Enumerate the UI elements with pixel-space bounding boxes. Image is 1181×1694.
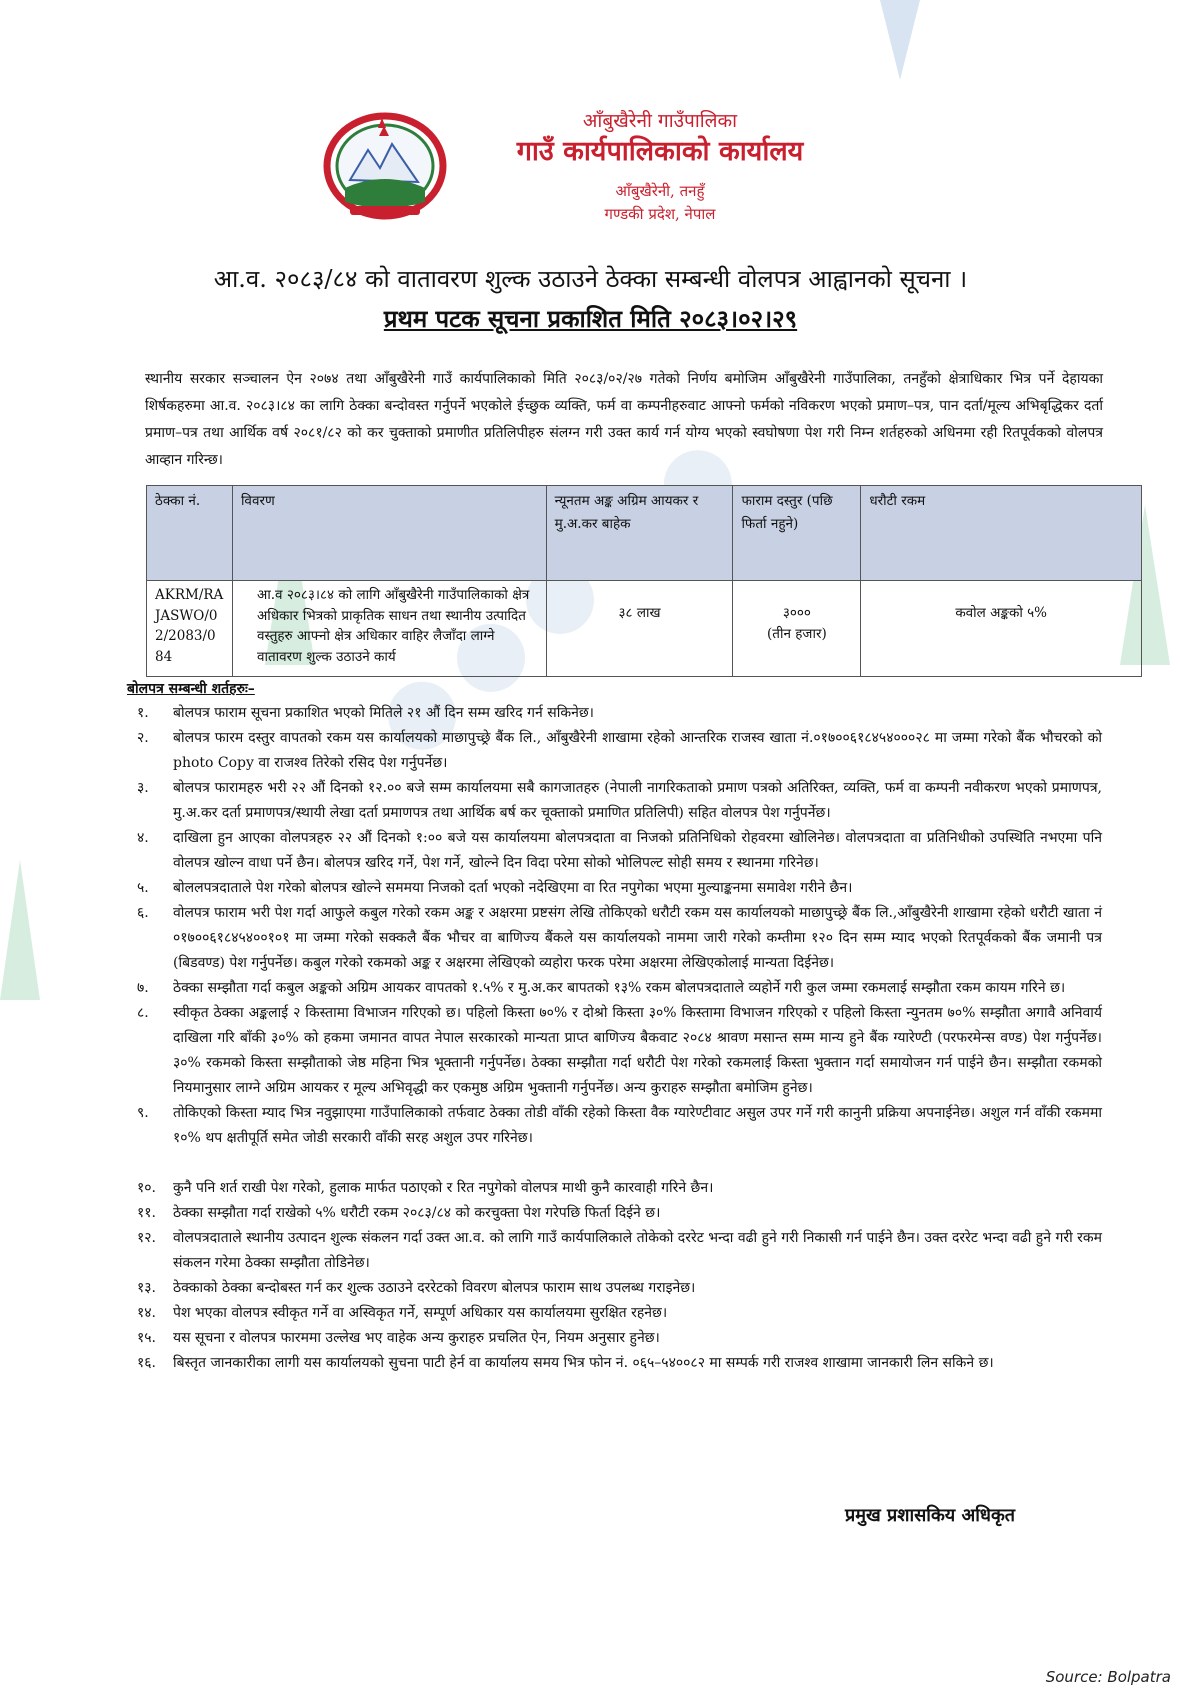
table-header-row bbox=[147, 486, 1142, 581]
nepal-emblem-icon bbox=[320, 110, 450, 220]
cell-description: आ.व २०८३।८४ को लागि आँबुखैरेनी गाउँपालिकाको क्षेत्र अधिकार भित्रको प्राकृतिक साधन तथा स्थानीय उत्पादित वस्तुहरु आफ्नो क्षेत्र अधिकार वाहिर लैजाँदा लाग्ने वातावरण शुल्क उठाउने कार्य bbox=[232, 581, 546, 677]
province-name: गण्डकी प्रदेश, नेपाल bbox=[604, 205, 716, 223]
list-item bbox=[127, 1176, 1102, 1201]
conditions-list bbox=[127, 701, 1102, 1376]
condition-text: ठेक्काको ठेक्का बन्दोबस्त गर्न कर शुल्क उठाउने दररेटको विवरण बोलपत्र फाराम साथ उपलब्ध गराइनेछ। bbox=[173, 1280, 696, 1296]
office-name: गाउँ कार्यपालिकाको कार्यालय bbox=[516, 136, 804, 167]
condition-text: कुनै पनि शर्त राखी पेश गरेको, हुलाक मार्फत पठाएको र रित नपुगेको वोलपत्र माथी कुनै कारवाही गरिने छैन। bbox=[173, 1180, 714, 1196]
list-item bbox=[127, 1276, 1102, 1301]
condition-text: स्वीकृत ठेक्का अङ्कलाई २ किस्तामा विभाजन गरिएको छ। पहिलो किस्ता ७०% र दोश्रो किस्ता ३०% किस्तामा विभाजन गरिएको र पहिलो किस्ता न्युनतम ७०% सम्झौता अगावै अनिवार्य दाखिला गरि बाँकी ३०% को हकमा जमानत वापत नेपाल सरकारको मान्यता प्राप्त बाणिज्य बैकवाट २०८४ श्रावण मसान्त सम्म मान्य हुने बैंक ग्यारेण्टी (परफरमेन्स वण्ड) पेश गर्नुपर्नेछ। ३०% रकमको किस्ता सम्झौताको जेष्ठ महिना भित्र भूक्तानी गर्नुपर्नेछ। ठेक्का सम्झौता गर्दा धरौटी पेश गरेको रकमलाई किस्ता भुक्तान गर्दा समायोजन गर्न पाईने छैन। सम्झौता रकमको नियमानुसार लाग्ने अग्रिम आयकर र मूल्य अभिवृद्धी कर एकमुष्ठ अग्रिम भुक्तानी गर्नुपर्नेछ। अन्य कुराहरु सम्झौता बमोजिम हुनेछ। bbox=[173, 1005, 1102, 1096]
condition-number: ६. bbox=[137, 905, 149, 921]
list-item bbox=[127, 1226, 1102, 1276]
form-fee-amount: ३००० bbox=[782, 605, 811, 621]
condition-text: वोलपत्रदाताले स्थानीय उत्पादन शुल्क संकलन गर्दा उक्त आ.व. को लागि गाउँ कार्यपालिकाले तोकेको दररेट भन्दा वढी हुने गरी निकासी गर्न पाईने छैन। उक्त दररेट भन्दा वढी हुने गरी रकम संकलन गरेमा ठेक्का सम्झौता तोडिनेछ। bbox=[173, 1230, 1102, 1271]
condition-number: १०. bbox=[137, 1180, 157, 1196]
condition-number: ५. bbox=[137, 880, 149, 896]
notice-title: आ.व. २०८३/८४ को वातावरण शुल्क उठाउने ठेक्का सम्बन्धी वोलपत्र आह्वानको सूचना । bbox=[213, 265, 968, 293]
signatory-title: प्रमुख प्रशासकिय अधिकृत bbox=[845, 1505, 1016, 1526]
condition-text: तोकिएको किस्ता म्याद भित्र नवुझाएमा गाउँपालिकाको तर्फवाट ठेक्का तोडी वाँकी रहेको किस्ता वैक ग्यारेण्टीवाट असुल उपर गर्ने गरी कानुनी प्रक्रिया अपनाईनेछ। अशुल गर्न वाँकी रकममा १०% थप क्षतीपूर्ति समेत जोडी सरकारी वाँकी सरह अशुल उपर गरिनेछ। bbox=[173, 1105, 1102, 1146]
col-header-description: विवरण bbox=[232, 486, 546, 581]
condition-number: २. bbox=[137, 730, 149, 746]
municipality-name: आँबुखैरेनी गाउँपालिका bbox=[582, 110, 738, 132]
list-item bbox=[127, 1001, 1102, 1101]
condition-number: १२. bbox=[137, 1230, 157, 1246]
conditions-heading: बोलपत्र सम्बन्धी शर्तहरुः– bbox=[127, 681, 255, 697]
condition-number: १५. bbox=[137, 1330, 157, 1346]
spacer bbox=[127, 1151, 1102, 1176]
condition-text: बोलपत्र फाराम सूचना प्रकाशित भएको मितिले २१ औं दिन सम्म खरिद गर्न सकिनेछ। bbox=[173, 705, 594, 721]
intro-paragraph: स्थानीय सरकार सञ्चालन ऐन २०७४ तथा आँबुखैरेनी गाउँ कार्यपालिकाको मिति २०८३/०२/२७ गतेको निर्णय बमोजिम आँबुखैरेनी गाउँपालिका, तनहुँको क्षेत्राधिकार भित्र पर्ने देहायका शिर्षकहरुमा आ.व. २०८३।८४ का लागि ठेक्का बन्दोवस्त गर्नुपर्ने भएकोले ईच्छुक व्यक्ति, फर्म वा कम्पनीहरुवाट आफ्नो फर्मको नविकरण भएको प्रमाण–पत्र, पान दर्ता/मूल्य अभिबृद्धिकर दर्ता प्रमाण–पत्र तथा आर्थिक वर्ष २०८१/८२ को कर चुक्ताको प्रमाणीत प्रतिलिपीहरु संलग्न गरी उक्त कार्य गर्न योग्य भएको स्वघोषणा पेश गरी निम्न शर्तहरुको अधिनमा रही रितपूर्वकको वोलपत्र आव्हान गरिन्छ। bbox=[145, 371, 1103, 468]
condition-text: वोलपत्र फाराम भरी पेश गर्दा आफुले कबुल गरेको रकम अङ्क र अक्षरमा प्रष्टसंग लेखि तोकिएको धरौटी रकम यस कार्यालयको माछापुच्छ्रे बैंक लि.,आँबुखैरेनी शाखामा रहेको धरौटी खाता नं ०१७००६१८४५४००१०१ मा जम्मा गरेको सक्कलै बैंक भौचर वा बाणिज्य बैंकले यस कार्यालयको नाममा जारी गरेको कम्तीमा १२० दिन सम्म म्याद भएको रितपूर्वकको बैंक जमानी पत्र (बिडवण्ड) पेश गर्नुपर्नेछ। कबुल गरेको रकमको अङ्क र अक्षरमा लेखिएको व्यहोरा फरक परेमा अक्षरमा लेखिएकोलाई मान्यता दिईनेछ। bbox=[173, 905, 1102, 971]
watermark-arrow-icon bbox=[0, 860, 40, 1000]
list-item bbox=[127, 1301, 1102, 1326]
watermark-arrow-icon bbox=[880, 0, 920, 80]
col-header-min-amount: न्यूनतम अङ्क अग्रिम आयकर र मु.अ.कर बाहेक bbox=[546, 486, 733, 581]
condition-number: ८. bbox=[137, 1005, 149, 1021]
condition-text: पेश भएका वोलपत्र स्वीकृत गर्ने वा अस्विकृत गर्ने, सम्पूर्ण अधिकार यस कार्यालयमा सुरक्षित रहनेछ। bbox=[173, 1305, 668, 1321]
condition-number: ७. bbox=[137, 980, 149, 996]
condition-text: बोललपत्रदाताले पेश गरेको बोलपत्र खोल्ने सममया निजको दर्ता भएको नदेखिएमा वा रित नपुगेका भएमा मुल्याङ्कनमा समावेश गरीने छैन। bbox=[173, 880, 853, 896]
condition-number: ४. bbox=[137, 830, 149, 846]
list-item bbox=[127, 876, 1102, 901]
condition-number: १६. bbox=[137, 1355, 157, 1371]
list-item bbox=[127, 1201, 1102, 1226]
list-item bbox=[127, 1351, 1102, 1376]
office-location: आँबुखैरेनी, तनहुँ bbox=[615, 182, 705, 200]
condition-text: बोलपत्र फारम दस्तुर वापतको रकम यस कार्यालयको माछापुच्छ्रे बैंक लि., आँबुखैरेनी शाखामा रहेको आन्तरिक राजस्व खाता नं.०१७००६१८४५४०००२८ मा जम्मा गरेको बैंक भौचरको को photo Copy वा राजश्व तिरेको रसिद पेश गर्नुपर्नेछ। bbox=[173, 730, 1102, 771]
list-item bbox=[127, 901, 1102, 976]
list-item bbox=[127, 826, 1102, 876]
condition-number: ११. bbox=[137, 1205, 157, 1221]
table-row bbox=[147, 581, 1142, 677]
condition-number: ३. bbox=[137, 780, 149, 796]
col-header-contract-no: ठेक्का नं. bbox=[147, 486, 233, 581]
cell-contract-no: AKRM/RAJASWO/02/2083/084 bbox=[147, 581, 233, 677]
condition-text: बोलपत्र फारामहरु भरी २२ औं दिनको १२.०० बजे सम्म कार्यालयमा सबै कागजातहरु (नेपाली नागरिकताको प्रमाण पत्रको अतिरिक्त, व्यक्ति, फर्म वा कम्पनी नवीकरण भएको प्रमाणपत्र, मु.अ.कर दर्ता प्रमाणपत्र/स्थायी लेखा दर्ता प्रमाणपत्र तथा आर्थिक बर्ष कर चूक्ताको प्रमाणित प्रतिलिपी) सहित वोलपत्र पेश गर्नुपर्नेछ। bbox=[173, 780, 1102, 821]
contract-table bbox=[146, 485, 1142, 677]
letterhead bbox=[320, 108, 880, 238]
condition-text: दाखिला हुन आएका वोलपत्रहरु २२ औं दिनको १:०० बजे यस कार्यालयमा बोलपत्रदाता वा निजको प्रतिनिधिको रोहवरमा खोलिनेछ। वोलपत्रदाता वा प्रतिनिधीको उपस्थिति नभएमा पनि वोलपत्र खोल्न वाधा पर्ने छैन। बोलपत्र खरिद गर्ने, पेश गर्ने, खोल्ने दिन विदा परेमा सोको भोलिपल्ट सोही समय र स्थानमा गरिनेछ। bbox=[173, 830, 1102, 871]
publish-date-title bbox=[0, 302, 1181, 336]
condition-number: ९. bbox=[137, 1105, 149, 1121]
source-credit: Source: Bolpatra bbox=[1045, 1668, 1171, 1686]
list-item bbox=[127, 1326, 1102, 1351]
condition-text: ठेक्का सम्झौता गर्दा राखेको ५% धरौटी रकम २०८३/८४ को करचुक्ता पेश गरेपछि फिर्ता दिईने छ। bbox=[173, 1205, 661, 1221]
cell-form-fee bbox=[733, 581, 861, 677]
condition-text: ठेक्का सम्झौता गर्दा कबुल अङ्कको अग्रिम आयकर वापतको १.५% र मु.अ.कर बापतको १३% रकम बोलपत्रदाताले व्यहोर्ने गरी कुल जम्मा रकमलाई सम्झौता रकम कायम गरिने छ। bbox=[173, 980, 1066, 996]
condition-number: १४. bbox=[137, 1305, 157, 1321]
publish-date-text: प्रथम पटक सूचना प्रकाशित मिति २०८३।०२।२९ bbox=[383, 304, 798, 333]
condition-text: यस सूचना र वोलपत्र फारममा उल्लेख भए वाहेक अन्य कुराहरु प्रचलित ऐन, नियम अनुसार हुनेछ। bbox=[173, 1330, 660, 1346]
cell-deposit: कवोल अङ्कको ५% bbox=[861, 581, 1142, 677]
cell-min-amount: ३८ लाख bbox=[546, 581, 733, 677]
condition-number: १. bbox=[137, 705, 149, 721]
col-header-form-fee: फाराम दस्तुर (पछि फिर्ता नहुने) bbox=[733, 486, 861, 581]
list-item bbox=[127, 976, 1102, 1001]
condition-number: १३. bbox=[137, 1280, 157, 1296]
list-item bbox=[127, 701, 1102, 726]
condition-text: बिस्तृत जानकारीका लागी यस कार्यालयको सुचना पाटी हेर्न वा कार्यालय समय भित्र फोन नं. ०६५–५४००८२ मा सम्पर्क गरी राजश्व शाखामा जानकारी लिन सकिने छ। bbox=[173, 1355, 994, 1371]
list-item bbox=[127, 726, 1102, 776]
list-item bbox=[127, 1101, 1102, 1151]
form-fee-words: (तीन हजार) bbox=[767, 625, 827, 642]
col-header-deposit: धरौटी रकम bbox=[861, 486, 1142, 581]
list-item bbox=[127, 776, 1102, 826]
